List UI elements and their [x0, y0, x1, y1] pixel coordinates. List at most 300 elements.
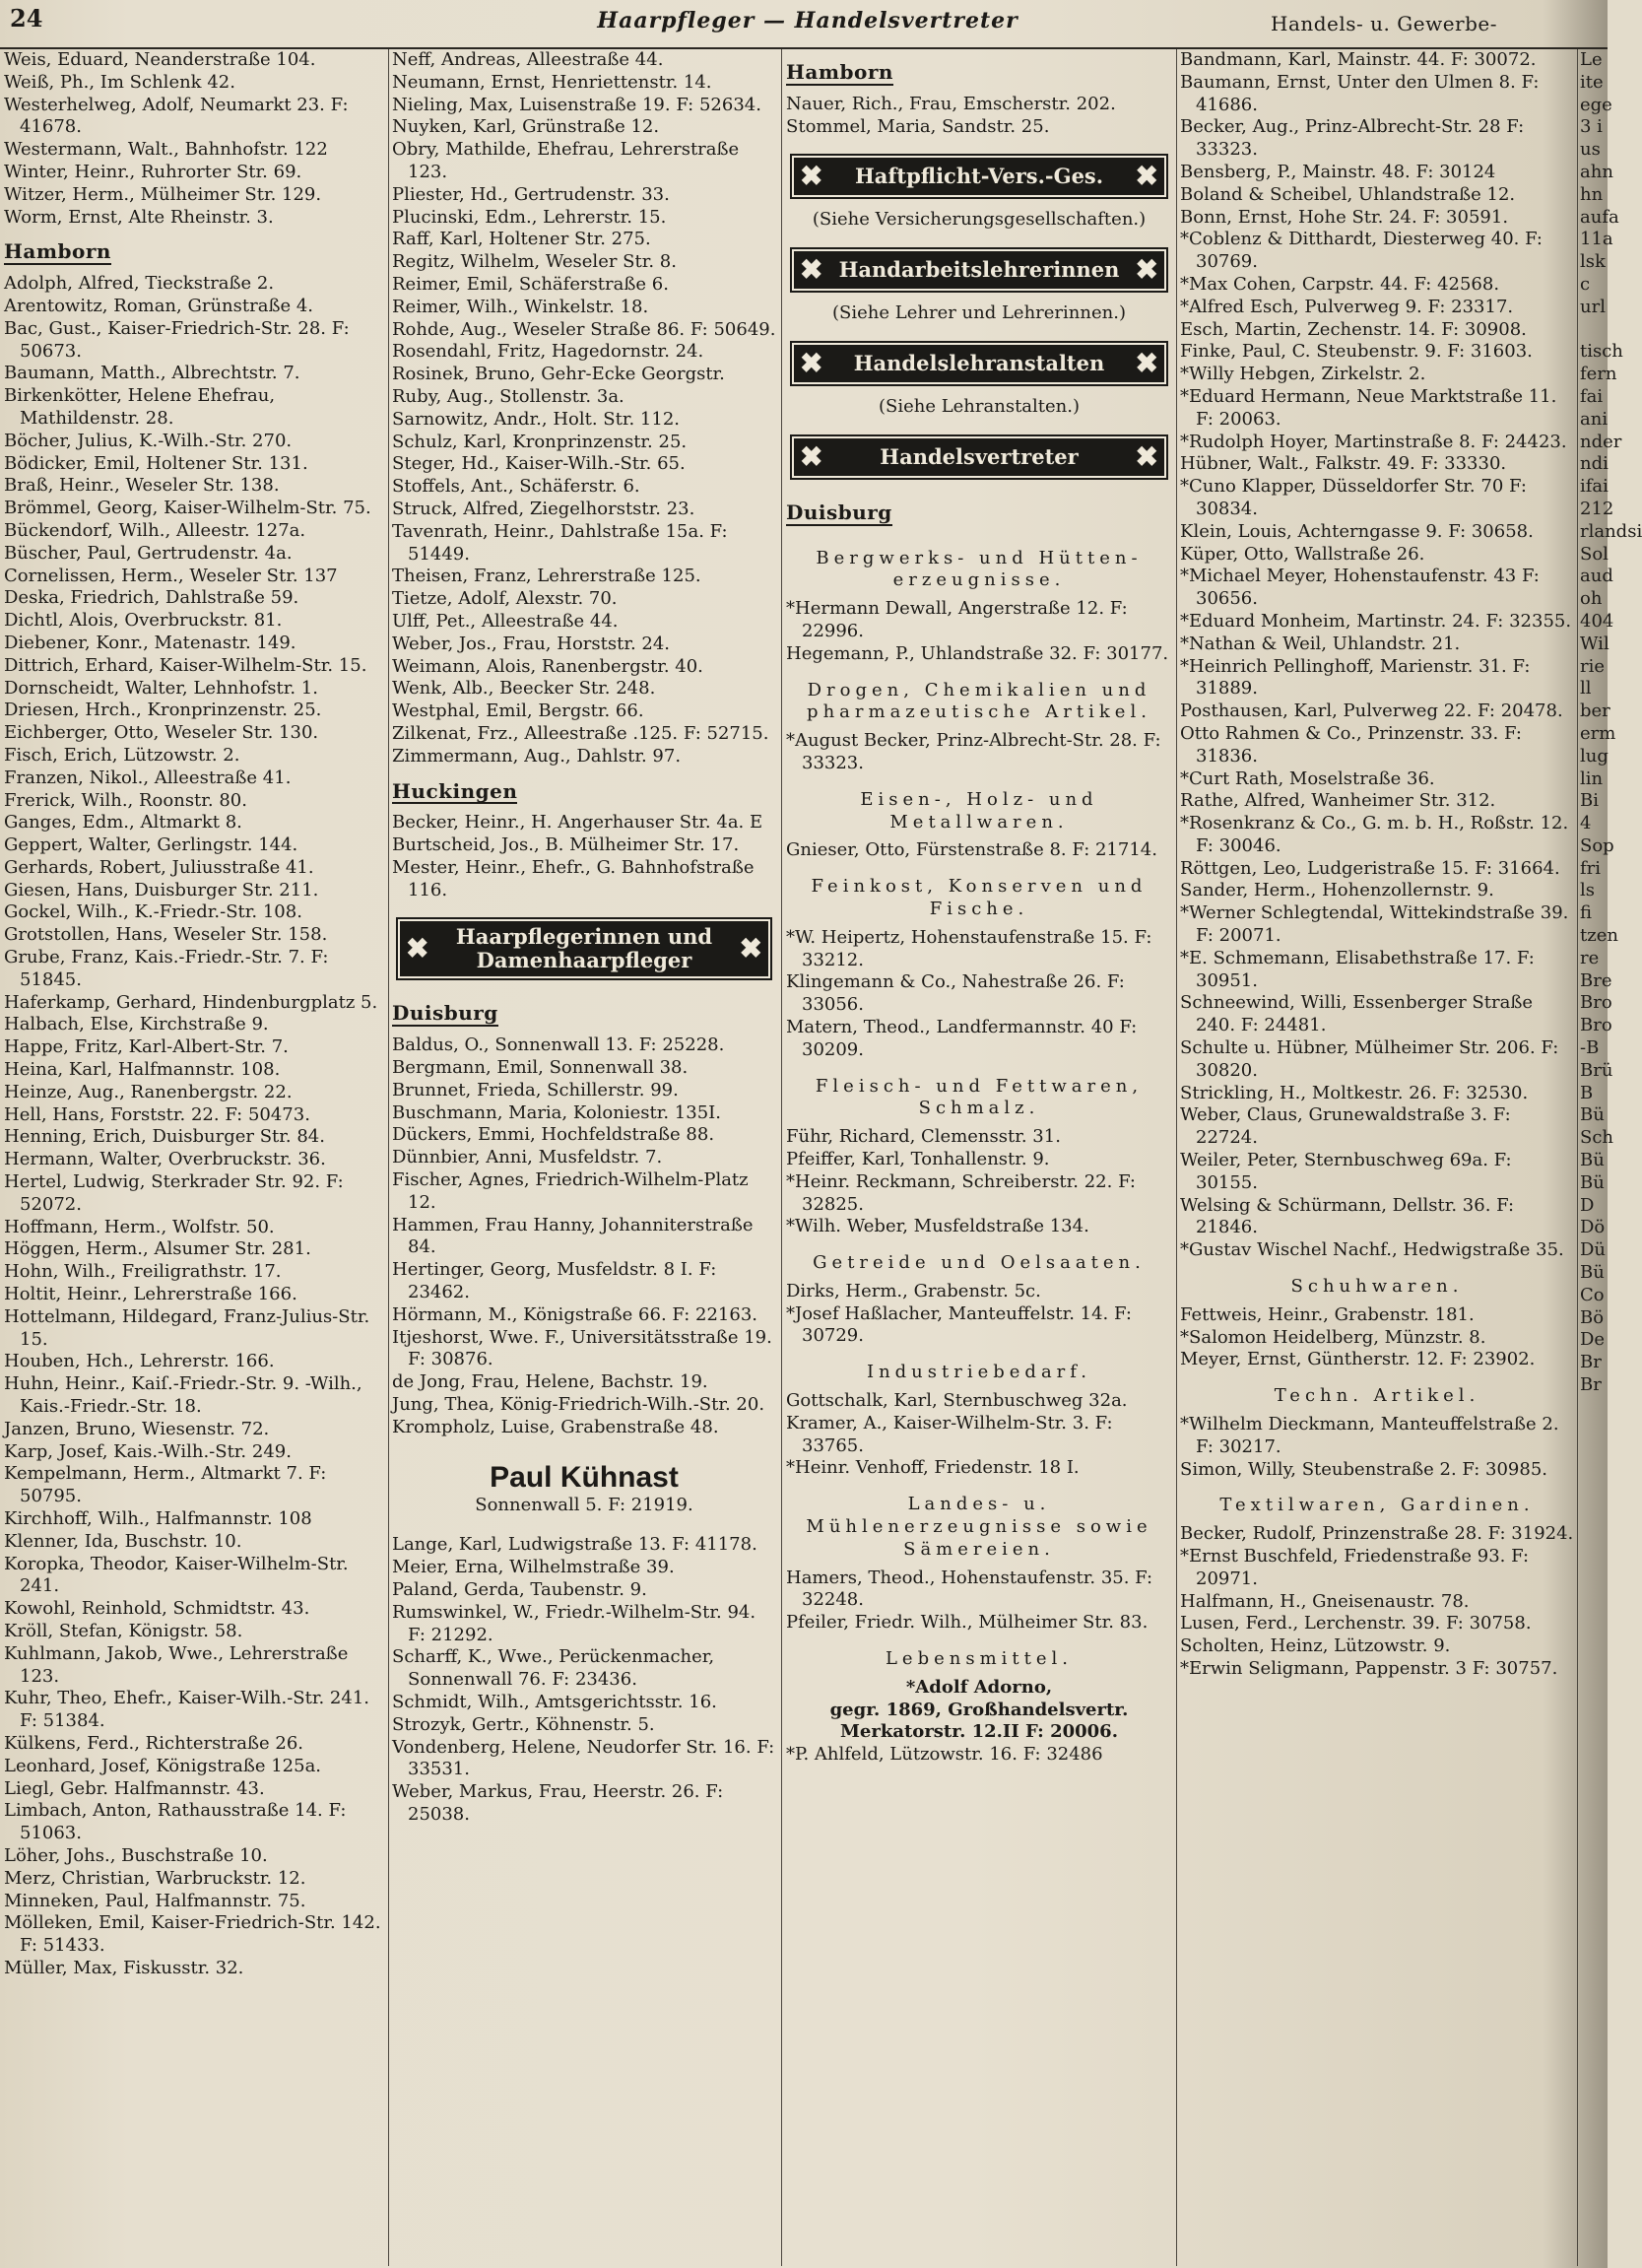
directory-entry: *Cuno Klapper, Düsseldorfer Str. 70 F: 30834. — [1180, 476, 1527, 519]
directory-entry: Birkenkötter, Helene Ehefrau, Mathildenstr. 28. — [4, 385, 276, 429]
text-fragment: erm — [1580, 722, 1616, 744]
category-heading — [790, 434, 1168, 480]
section-heading: Huckingen — [392, 778, 518, 803]
directory-entry: Kröll, Stefan, Königstr. 58. — [4, 1620, 243, 1641]
directory-entry: Löher, Johs., Buschstraße 10. — [4, 1844, 268, 1866]
subcategory-heading: Getreide und Oelsaaten. — [813, 1252, 1146, 1274]
directory-entry: Struck, Alfred, Ziegelhorststr. 23. — [392, 498, 695, 519]
directory-entry: Pfeiffer, Karl, Tonhallenstr. 9. — [786, 1148, 1050, 1169]
directory-entry: Obry, Mathilde, Ehefrau, Lehrerstraße 123. — [392, 139, 740, 182]
text-fragment: lsk — [1580, 251, 1606, 273]
directory-entry: Baldus, O., Sonnenwall 13. F: 25228. — [392, 1034, 725, 1056]
directory-entry: Hammen, Frau Hanny, Johanniterstraße 84. — [392, 1214, 754, 1258]
column-3 — [786, 49, 1172, 2266]
directory-entry: Gockel, Wilh., K.-Friedr.-Str. 108. — [4, 901, 302, 923]
directory-entry: *E. Schmemann, Elisabethstraße 17. F: 30951. — [1180, 947, 1535, 991]
directory-entry: Scharff, K., Wwe., Perückenmacher, Sonnenwall 76. F: 23436. — [392, 1646, 715, 1691]
text-fragment: hn — [1580, 183, 1604, 205]
directory-entry: Westerhelweg, Adolf, Neumarkt 23. F: 41678. — [4, 94, 349, 138]
directory-entry: Theisen, Franz, Lehrerstraße 125. — [392, 566, 701, 587]
directory-entry: Krompholz, Luise, Grabenstraße 48. — [392, 1416, 719, 1437]
entry-list — [1180, 1414, 1574, 1481]
text-fragment: ahn — [1580, 161, 1613, 182]
text-fragment: Dö — [1580, 1217, 1606, 1238]
ornament-icon: ✖ — [1135, 253, 1158, 287]
directory-entry: *Rosenkranz & Co., G. m. b. H., Roßstr. 12. F: 30046. — [1180, 813, 1569, 856]
directory-entry: Rosinek, Bruno, Gehr-Ecke Georgstr. — [392, 364, 725, 385]
directory-entry: Raff, Karl, Holtener Str. 275. — [392, 229, 651, 250]
column-1 — [4, 49, 384, 2266]
column-4 — [1180, 49, 1574, 2266]
directory-entry: Scholten, Heinz, Lützowstr. 9. — [1180, 1635, 1451, 1657]
text-fragment: ll — [1580, 678, 1592, 700]
directory-entry: *Salomon Heidelberg, Münzstr. 8. — [1180, 1326, 1486, 1348]
directory-entry: *Curt Rath, Moselstraße 36. — [1180, 767, 1435, 789]
directory-entry: Leonhard, Josef, Königstraße 125a. — [4, 1755, 322, 1776]
directory-entry: Reimer, Emil, Schäferstraße 6. — [392, 273, 669, 295]
directory-entry: Schulte u. Hübner, Mülheimer Str. 206. F: 30820. — [1180, 1037, 1559, 1081]
directory-entry: Minneken, Paul, Halfmannstr. 75. — [4, 1890, 306, 1911]
running-title: Haarpfleger — Handelsvertreter — [597, 8, 1018, 33]
entry-list — [786, 1281, 1172, 1348]
text-fragment: Dü — [1580, 1239, 1607, 1261]
text-fragment: Sop — [1580, 834, 1614, 856]
directory-entry: Meyer, Ernst, Güntherstr. 12. F: 23902. — [1180, 1349, 1536, 1370]
directory-entry: *Willy Hebgen, Zirkelstr. 2. — [1180, 364, 1426, 385]
text-fragment: 3 i — [1580, 116, 1603, 138]
directory-entry: Stommel, Maria, Sandstr. 25. — [786, 115, 1050, 137]
directory-entry: Hertel, Ludwig, Sterkrader Str. 92. F: 52072. — [4, 1171, 344, 1215]
text-fragment: ber — [1580, 700, 1610, 722]
text-fragment: lin — [1580, 767, 1604, 789]
text-fragment: Brü — [1580, 1059, 1613, 1081]
directory-entry: Zilkenat, Frz., Alleestraße .125. F: 52715. — [392, 722, 769, 744]
directory-entry: Eichberger, Otto, Weseler Str. 130. — [4, 722, 319, 744]
text-fragment: D — [1580, 1194, 1595, 1216]
text-fragment — [1580, 319, 1608, 342]
directory-entry: Rumswinkel, W., Friedr.-Wilhelm-Str. 94. F: 21292. — [392, 1601, 756, 1645]
directory-entry: Dückers, Emmi, Hochfeldstraße 88. — [392, 1124, 715, 1146]
entry-list — [786, 1390, 1172, 1480]
directory-entry: Bückendorf, Wilh., Alleestr. 127a. — [4, 519, 306, 541]
cross-reference: (Siehe Lehranstalten.) — [878, 395, 1081, 417]
directory-entry: *Coblenz & Ditthardt, Diesterweg 40. F: 30769. — [1180, 229, 1543, 273]
entry-list — [786, 1568, 1172, 1634]
text-fragment: Bü — [1580, 1104, 1605, 1126]
directory-entry: Adolph, Alfred, Tieckstraße 2. — [4, 273, 275, 295]
ornament-icon: ✖ — [800, 346, 823, 379]
directory-entry: Külkens, Ferd., Richterstraße 26. — [4, 1732, 303, 1754]
subcategory-heading: Fleisch- und Fettwaren, Schmalz. — [815, 1075, 1144, 1119]
directory-entry: Büscher, Paul, Gertrudenstr. 4a. — [4, 542, 293, 564]
text-fragment: 4 — [1580, 813, 1592, 834]
directory-entry: *Wilhelm Dieckmann, Manteuffelstraße 2. F: 30217. — [1180, 1414, 1559, 1457]
directory-entry: Führ, Richard, Clemensstr. 31. — [786, 1126, 1061, 1148]
entry-list — [1180, 1523, 1574, 1681]
directory-entry: Merz, Christian, Warbruckstr. 12. — [4, 1867, 306, 1889]
text-fragment: Wil — [1580, 633, 1609, 654]
directory-entry: Karp, Josef, Kais.-Wilh.-Str. 249. — [4, 1440, 292, 1462]
directory-entry: Bödicker, Emil, Holtener Str. 131. — [4, 452, 308, 474]
directory-entry: Becker, Rudolf, Prinzenstraße 28. F: 31924. — [1180, 1523, 1574, 1545]
text-fragment: 212 — [1580, 498, 1614, 519]
directory-entry: Dirks, Herm., Grabenstr. 5c. — [786, 1280, 1041, 1301]
text-fragment: aud — [1580, 566, 1613, 587]
directory-entry: Halbach, Else, Kirchstraße 9. — [4, 1014, 269, 1035]
directory-entry: *Rudolph Hoyer, Martinstraße 8. F: 24423. — [1180, 431, 1567, 452]
directory-entry: Welsing & Schürmann, Dellstr. 36. F: 21846. — [1180, 1194, 1515, 1238]
directory-entry: Gerhards, Robert, Juliusstraße 41. — [4, 856, 314, 878]
directory-entry: Weber, Claus, Grunewaldstraße 3. F: 22724. — [1180, 1104, 1511, 1149]
text-fragment: rie — [1580, 655, 1606, 677]
column-rule — [1176, 49, 1177, 2266]
directory-entry: Baumann, Matth., Albrechtstr. 7. — [4, 363, 300, 384]
text-fragment: 404 — [1580, 610, 1614, 632]
directory-entry: Hottelmann, Hildegard, Franz-Julius-Str. 15. — [4, 1305, 370, 1350]
directory-entry: Buschmann, Maria, Koloniestr. 135I. — [392, 1101, 721, 1123]
directory-entry: Neumann, Ernst, Henriettenstr. 14. — [392, 71, 712, 93]
directory-entry: Braß, Heinr., Weseler Str. 138. — [4, 475, 280, 497]
directory-entry: Diebener, Konr., Matenastr. 149. — [4, 632, 296, 653]
directory-entry: Becker, Aug., Prinz-Albrecht-Str. 28 F: 33323. — [1180, 116, 1525, 161]
directory-entry: Kempelmann, Herm., Altmarkt 7. F: 50795. — [4, 1463, 327, 1507]
subcategory-heading: Feinkost, Konserven und Fische. — [811, 876, 1148, 919]
entry-list — [4, 49, 384, 229]
category-heading — [790, 154, 1168, 199]
text-fragment: Sch — [1580, 1127, 1614, 1149]
directory-entry: Steger, Hd., Kaiser-Wilh.-Str. 65. — [392, 453, 686, 475]
directory-entry: Neff, Andreas, Alleestraße 44. — [392, 49, 664, 70]
directory-entry: Dittrich, Erhard, Kaiser-Wilhelm-Str. 15. — [4, 654, 367, 676]
entry-list — [4, 273, 384, 1980]
directory-entry: Hoffmann, Herm., Wolfstr. 50. — [4, 1216, 275, 1237]
directory-entry: Burtscheid, Jos., B. Mülheimer Str. 17. — [392, 834, 740, 856]
directory-entry: Giesen, Hans, Duisburger Str. 211. — [4, 879, 319, 901]
directory-entry: Hohn, Wilh., Freiligrathstr. 17. — [4, 1261, 282, 1283]
text-fragment: url — [1580, 296, 1606, 317]
directory-entry: Vondenberg, Helene, Neudorfer Str. 16. F: 33531. — [392, 1736, 775, 1780]
directory-entry: Fischer, Agnes, Friedrich-Wilhelm-Platz 12. — [392, 1169, 749, 1213]
directory-entry: Schmidt, Wilh., Amtsgerichtsstr. 16. — [392, 1692, 717, 1712]
directory-entry: Itjeshorst, Wwe. F., Universitätsstraße 19. F: 30876. — [392, 1326, 772, 1370]
directory-entry: Esch, Martin, Zechenstr. 14. F: 30908. — [1180, 318, 1527, 340]
category-heading-line: Damenhaarpfleger — [476, 948, 692, 973]
subcategory-heading: Landes- u. Mühlenerzeugnisse sowie Sämereien. — [806, 1494, 1152, 1560]
text-fragment: Br — [1580, 1352, 1602, 1373]
directory-entry: Haferkamp, Gerhard, Hindenburgplatz 5. — [4, 991, 378, 1013]
directory-entry: Fettweis, Heinr., Grabenstr. 181. — [1180, 1303, 1475, 1325]
directory-entry: Westermann, Walt., Bahnhofstr. 122 — [4, 139, 328, 161]
directory-entry: Lange, Karl, Ludwigstraße 13. F: 41178. — [392, 1534, 757, 1556]
text-fragment: tisch — [1580, 341, 1623, 363]
text-fragment: fri — [1580, 857, 1602, 879]
subcategory-heading: Schuhwaren. — [1290, 1276, 1464, 1298]
directory-entry: Simon, Willy, Steubenstraße 2. F: 30985. — [1180, 1458, 1547, 1480]
directory-entry: *Hermann Dewall, Angerstraße 12. F: 22996. — [786, 598, 1128, 641]
directory-entry: Tietze, Adolf, Alexstr. 70. — [392, 588, 618, 610]
category-heading — [790, 247, 1168, 293]
directory-entry: Franzen, Nikol., Alleestraße 41. — [4, 767, 292, 788]
directory-entry: Stoffels, Ant., Schäferstr. 6. — [392, 476, 640, 498]
directory-entry: *Ernst Buschfeld, Friedenstraße 93. F: 20971. — [1180, 1546, 1530, 1589]
text-fragment: -B — [1580, 1037, 1600, 1059]
category-heading — [790, 341, 1168, 386]
directory-entry: Höggen, Herm., Alsumer Str. 281. — [4, 1238, 311, 1260]
directory-entry: Witzer, Herm., Mülheimer Str. 129. — [4, 183, 322, 205]
advertisement — [392, 1461, 776, 1517]
directory-entry: Fisch, Erich, Lützowstr. 2. — [4, 744, 240, 766]
cross-reference: (Siehe Lehrer und Lehrerinnen.) — [832, 302, 1126, 324]
directory-entry: Nuyken, Karl, Grünstraße 12. — [392, 116, 660, 138]
ornament-icon: ✖ — [800, 160, 823, 193]
section-heading: Hamborn — [786, 60, 893, 84]
text-fragment: ani — [1580, 408, 1609, 430]
directory-entry: *Heinr. Venhoff, Friedenstr. 18 I. — [786, 1457, 1080, 1479]
text-fragment: fi — [1580, 902, 1593, 924]
directory-entry: Klein, Louis, Achterngasse 9. F: 30658. — [1180, 520, 1534, 542]
directory-entry: Koropka, Theodor, Kaiser-Wilhelm-Str. 241. — [4, 1553, 349, 1597]
entry-list — [786, 94, 1172, 139]
directory-entry: Wenk, Alb., Beecker Str. 248. — [392, 678, 656, 700]
directory-entry: Gnieser, Otto, Fürstenstraße 8. F: 21714. — [786, 839, 1157, 861]
directory-entry: Heina, Karl, Halfmannstr. 108. — [4, 1059, 281, 1081]
directory-entry: Strozyk, Gertr., Köhnenstr. 5. — [392, 1713, 655, 1735]
directory-entry: Nieling, Max, Luisenstraße 19. F: 52634. — [392, 94, 761, 115]
entry-list — [392, 1534, 776, 1826]
directory-entry: Kowohl, Reinhold, Schmidtstr. 43. — [4, 1598, 310, 1620]
directory-entry: Hegemann, P., Uhlandstraße 32. F: 30177. — [786, 642, 1169, 664]
directory-entry: Frerick, Wilh., Roonstr. 80. — [4, 789, 247, 811]
directory-entry: Happe, Fritz, Karl-Albert-Str. 7. — [4, 1036, 289, 1058]
entry-list — [392, 1034, 776, 1438]
directory-entry: Ruby, Aug., Stollenstr. 3a. — [392, 385, 624, 407]
directory-entry: *Max Cohen, Carpstr. 44. F: 42568. — [1180, 273, 1500, 295]
directory-entry: Winter, Heinr., Ruhrorter Str. 69. — [4, 161, 302, 182]
directory-entry: Klingemann & Co., Nahestraße 26. F: 33056. — [786, 971, 1125, 1016]
directory-entry: Hertinger, Georg, Musfeldstr. 8 I. F: 23462. — [392, 1259, 717, 1303]
ornament-icon: ✖ — [1135, 160, 1158, 193]
directory-entry: Hermann, Walter, Overbruckstr. 36. — [4, 1149, 326, 1170]
directory-entry: Heinze, Aug., Ranenbergstr. 22. — [4, 1081, 293, 1102]
directory-entry: Hübner, Walt., Falkstr. 49. F: 33330. — [1180, 453, 1507, 475]
text-fragment: Bü — [1580, 1262, 1605, 1284]
directory-entry: Weiler, Peter, Sternbuschweg 69a. F: 30155. — [1180, 1150, 1512, 1193]
directory-entry: Bensberg, P., Mainstr. 48. F: 30124 — [1180, 161, 1496, 182]
entry-list — [786, 1744, 1172, 1767]
directory-entry: Ganges, Edm., Altmarkt 8. — [4, 812, 242, 834]
page-number: 24 — [10, 4, 43, 33]
entry-list — [1180, 1304, 1574, 1371]
directory-entry: Sarnowitz, Andr., Holt. Str. 112. — [392, 408, 681, 430]
directory-entry: Jung, Thea, König-Friedrich-Wilh.-Str. 20. — [392, 1394, 765, 1416]
featured-entry-line: Merkatorstr. 12.II F: 20006. — [840, 1721, 1118, 1743]
ornament-icon: ✖ — [1135, 439, 1158, 473]
directory-entry: Brunnet, Frieda, Schillerstr. 99. — [392, 1079, 679, 1101]
directory-entry: *Heinrich Pellinghoff, Marienstr. 31. F: 31889. — [1180, 655, 1531, 700]
directory-entry: *Gustav Wischel Nachf., Hedwigstraße 35. — [1180, 1239, 1564, 1261]
directory-entry: Worm, Ernst, Alte Rheinstr. 3. — [4, 206, 274, 228]
directory-entry: Küper, Otto, Wallstraße 26. — [1180, 543, 1425, 565]
directory-entry: Weiß, Ph., Im Schlenk 42. — [4, 71, 235, 93]
directory-entry: Deska, Friedrich, Dahlstraße 59. — [4, 587, 299, 609]
column-rule — [781, 49, 782, 2266]
directory-entry: Weber, Jos., Frau, Horststr. 24. — [392, 633, 671, 654]
directory-entry: Bergmann, Emil, Sonnenwall 38. — [392, 1057, 689, 1079]
text-fragment: tzen — [1580, 925, 1618, 947]
directory-entry: *Michael Meyer, Hohenstaufenstr. 43 F: 30656. — [1180, 566, 1540, 610]
directory-entry: Sander, Herm., Hohenzollernstr. 9. — [1180, 880, 1494, 901]
directory-entry: Driesen, Hrch., Kronprinzenstr. 25. — [4, 700, 322, 721]
directory-entry: Geppert, Walter, Gerlingstr. 144. — [4, 834, 298, 856]
directory-entry: Bandmann, Karl, Mainstr. 44. F: 30072. — [1180, 49, 1537, 70]
directory-entry: *P. Ahlfeld, Lützowstr. 16. F: 32486 — [786, 1744, 1103, 1766]
subcategory-heading: Bergwerks- und Hütten-erzeugnisse. — [816, 547, 1143, 591]
directory-entry: Grotstollen, Hans, Weseler Str. 158. — [4, 924, 328, 946]
text-fragment: c — [1580, 273, 1591, 295]
directory-entry: Becker, Heinr., H. Angerhauser Str. 4a. E — [392, 812, 763, 834]
text-fragment: fai — [1580, 385, 1604, 407]
ornament-icon: ✖ — [406, 932, 429, 966]
subcategory-heading: Drogen, Chemikalien und pharmazeutische Artikel. — [807, 679, 1151, 723]
directory-entry: Henning, Erich, Duisburger Str. 84. — [4, 1126, 325, 1148]
ornament-icon: ✖ — [800, 253, 823, 287]
directory-entry: *Eduard Hermann, Neue Marktstraße 11. F: 20063. — [1180, 385, 1557, 430]
running-title-right: Handels- u. Gewerbe- — [1271, 12, 1497, 35]
text-fragment: ege — [1580, 94, 1612, 115]
text-fragment: Bü — [1580, 1171, 1605, 1193]
ornament-icon: ✖ — [800, 439, 823, 473]
text-fragment: Bi — [1580, 790, 1599, 812]
directory-entry: Halfmann, H., Gneisenaustr. 78. — [1180, 1590, 1470, 1612]
text-fragment: Bro — [1580, 1015, 1612, 1036]
directory-entry: Müller, Max, Fiskusstr. 32. — [4, 1957, 244, 1978]
directory-entry: Reimer, Wilh., Winkelstr. 18. — [392, 296, 649, 317]
directory-entry: *W. Heipertz, Hohenstaufenstraße 15. F: 33212. — [786, 926, 1152, 970]
directory-entry: Bonn, Ernst, Hohe Str. 24. F: 30591. — [1180, 206, 1509, 228]
directory-entry: Baumann, Ernst, Unter den Ulmen 8. F: 41686. — [1180, 71, 1540, 115]
directory-entry: *Nathan & Weil, Uhlandstr. 21. — [1180, 633, 1461, 654]
directory-entry: Mölleken, Emil, Kaiser-Friedrich-Str. 142. F: 51433. — [4, 1912, 381, 1957]
text-fragment: Le — [1580, 49, 1603, 70]
featured-entry-name: *Adolf Adorno, — [905, 1676, 1053, 1698]
directory-entry: Arentowitz, Roman, Grünstraße 4. — [4, 295, 314, 316]
directory-entry: Pfeiler, Friedr. Wilh., Mülheimer Str. 83. — [786, 1612, 1149, 1634]
cross-reference: (Siehe Versicherungsgesellschaften.) — [812, 209, 1147, 231]
directory-entry: Matern, Theod., Landfermannstr. 40 F: 30209. — [786, 1016, 1138, 1060]
directory-entry: Zimmermann, Aug., Dahlstr. 97. — [392, 745, 682, 767]
directory-entry: Gottschalk, Karl, Sternbuschweg 32a. — [786, 1390, 1128, 1412]
directory-entry: Plucinski, Edm., Lehrerstr. 15. — [392, 206, 667, 228]
column-2 — [392, 49, 776, 2266]
directory-entry: Grube, Franz, Kais.-Friedr.-Str. 7. F: 51845. — [4, 947, 329, 990]
directory-entry: Kramer, A., Kaiser-Wilhelm-Str. 3. F: 33765. — [786, 1412, 1113, 1456]
text-fragment: ifai — [1580, 476, 1609, 498]
directory-entry: Dichtl, Alois, Overbruckstr. 81. — [4, 610, 283, 632]
advert-address: Sonnenwall 5. F: 21919. — [475, 1494, 693, 1515]
directory-entry: Limbach, Anton, Rathausstraße 14. F: 51063. — [4, 1800, 347, 1844]
directory-entry: Holtit, Heinr., Lehrerstraße 166. — [4, 1284, 297, 1305]
text-fragment: Co — [1580, 1284, 1605, 1305]
directory-entry: Dünnbier, Anni, Musfeldstr. 7. — [392, 1147, 663, 1168]
directory-entry: Röttgen, Leo, Ludgeristraße 15. F: 31664. — [1180, 857, 1560, 879]
text-fragment: B — [1580, 1082, 1594, 1103]
text-fragment: Bre — [1580, 969, 1612, 991]
directory-entry: Tavenrath, Heinr., Dahlstraße 15a. F: 51449. — [392, 520, 728, 565]
directory-entry: Schulz, Karl, Kronprinzenstr. 25. — [392, 431, 688, 452]
entry-list — [786, 1126, 1172, 1238]
directory-entry: Nauer, Rich., Frau, Emscherstr. 202. — [786, 93, 1116, 114]
directory-entry: *Heinr. Reckmann, Schreiberstr. 22. F: 32825. — [786, 1170, 1136, 1215]
directory-entry: Ulff, Pet., Alleestraße 44. — [392, 610, 619, 632]
text-fragment: ite — [1580, 71, 1604, 93]
directory-entry: Weis, Eduard, Neanderstraße 104. — [4, 49, 316, 70]
category-heading-line: Haarpflegerinnen und — [455, 924, 713, 950]
text-fragment: rlandsi — [1580, 520, 1642, 542]
text-fragment: fern — [1580, 364, 1617, 385]
directory-entry: Otto Rahmen & Co., Prinzenstr. 33. F: 31836. — [1180, 722, 1522, 767]
section-heading: Hamborn — [4, 239, 111, 264]
column-5-edge — [1580, 49, 1642, 2266]
text-fragment: De — [1580, 1329, 1606, 1351]
directory-entry: *Eduard Monheim, Martinstr. 24. F: 32355. — [1180, 610, 1572, 632]
directory-entry: *August Becker, Prinz-Albrecht-Str. 28. F: 33323. — [786, 730, 1161, 773]
fragment-list — [1580, 49, 1642, 1397]
advert-name: Paul Kühnast — [490, 1460, 679, 1494]
directory-entry: Posthausen, Karl, Pulverweg 22. F: 20478. — [1180, 700, 1563, 722]
directory-entry: Rosendahl, Fritz, Hagedornstr. 24. — [392, 341, 704, 363]
text-fragment: aufa — [1580, 206, 1619, 228]
subcategory-heading: Industriebedarf. — [866, 1362, 1092, 1383]
entry-list — [786, 927, 1172, 1062]
subcategory-heading: Lebensmittel. — [885, 1648, 1074, 1670]
directory-entry: de Jong, Frau, Helene, Bachstr. 19. — [392, 1371, 708, 1393]
ornament-icon: ✖ — [1135, 346, 1158, 379]
directory-entry: Huhn, Heinr., Kaiſ.-Friedr.-Str. 9. -Wilh., Kais.-Friedr.-Str. 18. — [4, 1373, 362, 1418]
directory-entry: Finke, Paul, C. Steubenstr. 9. F: 31603. — [1180, 341, 1533, 363]
directory-entry: Weber, Markus, Frau, Heerstr. 26. F: 25038. — [392, 1781, 724, 1825]
directory-entry: Brömmel, Georg, Kaiser-Wilhelm-Str. 75. — [4, 498, 371, 519]
directory-entry: Böcher, Julius, K.-Wilh.-Str. 270. — [4, 430, 293, 451]
text-fragment: us — [1580, 139, 1601, 161]
directory-entry: Lusen, Ferd., Lerchenstr. 39. F: 30758. — [1180, 1613, 1532, 1634]
directory-entry: *Josef Haßlacher, Manteuffelstr. 14. F: 30729. — [786, 1302, 1132, 1347]
directory-entry: Kuhr, Theo, Ehefr., Kaiser-Wilh.-Str. 241. F: 51384. — [4, 1688, 370, 1732]
entry-list — [786, 839, 1172, 862]
subcategory-heading: Textilwaren, Gardinen. — [1219, 1495, 1535, 1516]
directory-entry: *Alfred Esch, Pulverweg 9. F: 23317. — [1180, 296, 1514, 317]
directory-entry: *Erwin Seligmann, Pappenstr. 3 F: 30757. — [1180, 1657, 1558, 1679]
entry-list — [1180, 49, 1574, 1262]
text-fragment: Br — [1580, 1374, 1602, 1396]
entry-list — [786, 598, 1172, 665]
section-heading: Duisburg — [786, 500, 892, 524]
directory-entry: Janzen, Bruno, Wiesenstr. 72. — [4, 1418, 270, 1439]
directory-entry: Klenner, Ida, Buschstr. 10. — [4, 1530, 242, 1552]
ornament-icon: ✖ — [739, 932, 762, 966]
text-fragment: Bö — [1580, 1306, 1605, 1328]
directory-entry: Kuhlmann, Jakob, Wwe., Lehrerstraße 123. — [4, 1642, 349, 1687]
entry-list — [786, 730, 1172, 775]
text-fragment: lug — [1580, 745, 1609, 767]
text-fragment: Sol — [1580, 543, 1609, 565]
directory-entry: Boland & Scheibel, Uhlandstraße 12. — [1180, 183, 1516, 205]
directory-entry: Weimann, Alois, Ranenbergstr. 40. — [392, 655, 703, 677]
column-rule — [1577, 49, 1578, 2266]
page-header — [0, 0, 1608, 49]
directory-entry: Rathe, Alfred, Wanheimer Str. 312. — [1180, 790, 1496, 812]
directory-entry: Bac, Gust., Kaiser-Friedrich-Str. 28. F: 50673. — [4, 317, 350, 362]
text-fragment: ls — [1580, 880, 1595, 901]
